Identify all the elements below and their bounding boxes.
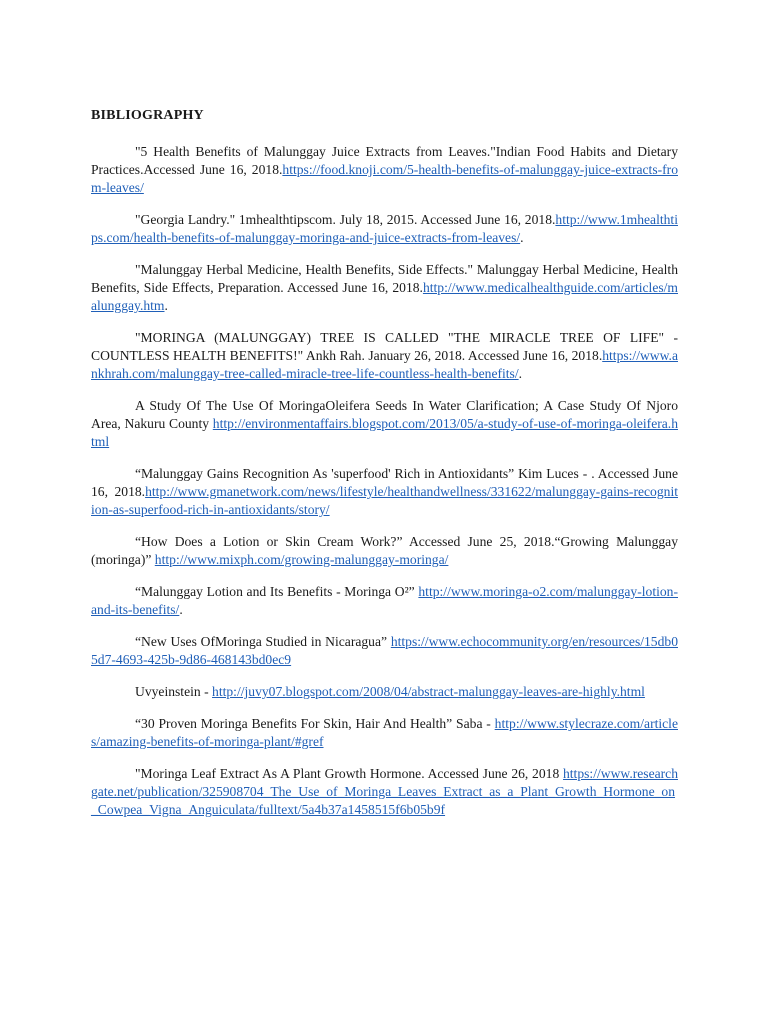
entry-text: "MORINGA (MALUNGGAY) TREE IS CALLED "THE MIRACLE TREE OF LIFE" - COUNTLESS HEALTH BENEFITS!" Ankh Rah. January 26, 2018. Accessed June 16, 2018. bbox=[91, 330, 678, 363]
entry-link[interactable]: http://www.stylecraze.com/articles/amazing-benefits-of-moringa-plant/#gref bbox=[91, 716, 678, 749]
entry-link[interactable]: http://environmentaffairs.blogspot.com/2013/05/a-study-of-use-of-moringa-oleifera.html bbox=[91, 416, 678, 449]
entry-text: “30 Proven Moringa Benefits For Skin, Hair And Health” Saba - bbox=[135, 716, 495, 731]
entry-trail: . bbox=[520, 230, 524, 245]
entry-link[interactable]: http://www.mixph.com/growing-malunggay-moringa/ bbox=[154, 552, 449, 567]
bibliography-entry bbox=[91, 211, 678, 247]
entry-link[interactable]: https://www.ankhrah.com/malunggay-tree-called-miracle-tree-life-countless-health-benefits/ bbox=[91, 348, 678, 381]
entry-text: A Study Of The Use Of MoringaOleifera Seeds In Water Clarification; A Case Study Of Njoro Area, Nakuru County bbox=[91, 398, 678, 431]
bibliography-entry bbox=[91, 765, 678, 819]
entry-text: Uvyeinstein - bbox=[135, 684, 213, 699]
bibliography-entry bbox=[91, 465, 678, 519]
entry-text: "5 Health Benefits of Malunggay Juice Extracts from Leaves."Indian Food Habits and Dietary Practices.Accessed June 16, 2018. bbox=[91, 144, 678, 177]
bibliography-entry bbox=[91, 683, 678, 701]
entry-link[interactable]: https://food.knoji.com/5-health-benefits-of-malunggay-juice-extracts-from-leaves/ bbox=[91, 162, 678, 195]
bibliography-entry bbox=[91, 583, 678, 619]
bibliography-entry bbox=[91, 329, 678, 383]
bibliography-entry bbox=[91, 633, 678, 669]
entry-text: “New Uses OfMoringa Studied in Nicaragua” bbox=[135, 634, 391, 649]
entry-link[interactable]: http://www.medicalhealthguide.com/articles/malunggay.htm bbox=[91, 280, 678, 313]
entry-link[interactable]: https://www.echocommunity.org/en/resources/15db05d7-4693-425b-9d86-468143bd0ec9 bbox=[91, 634, 678, 667]
entry-link[interactable]: http://www.1mhealthtips.com/health-benefits-of-malunggay-moringa-and-juice-extracts-from-leaves/ bbox=[91, 212, 678, 245]
bibliography-entry bbox=[91, 261, 678, 315]
entry-text: "Georgia Landry." 1mhealthtipscom. July 18, 2015. Accessed June 16, 2018. bbox=[135, 212, 556, 227]
bibliography-entry bbox=[91, 397, 678, 451]
entry-text: "Moringa Leaf Extract As A Plant Growth Hormone. Accessed June 26, 2018 bbox=[135, 766, 563, 781]
entry-trail: . bbox=[518, 366, 523, 381]
entry-trail: . bbox=[179, 602, 183, 617]
entry-text: “How Does a Lotion or Skin Cream Work?” Accessed June 25, 2018.“Growing Malunggay (moringa)” bbox=[91, 534, 678, 567]
bibliography-entry bbox=[91, 533, 678, 569]
bibliography-entry bbox=[91, 143, 678, 197]
entry-trail: . bbox=[164, 298, 168, 313]
bibliography-entry bbox=[91, 715, 678, 751]
entry-text: “Malunggay Gains Recognition As 'superfood' Rich in Antioxidants” Kim Luces - . Accessed June 16, 2018. bbox=[91, 466, 678, 499]
entry-link[interactable]: http://www.moringa-o2.com/malunggay-lotion-and-its-benefits/ bbox=[91, 584, 678, 617]
entry-text: “Malunggay Lotion and Its Benefits - Moringa O²” bbox=[135, 584, 419, 599]
bibliography-list bbox=[91, 143, 678, 833]
entry-text: "Malunggay Herbal Medicine, Health Benefits, Side Effects." Malunggay Herbal Medicine, Health Benefits, Side Effects, Preparation. Accessed June 16, 2018. bbox=[91, 262, 678, 295]
entry-link[interactable]: http://www.gmanetwork.com/news/lifestyle/healthandwellness/331622/malunggay-gains-recognition-as-superfood-rich-in-antioxidants/story/ bbox=[91, 484, 678, 517]
bibliography-heading: BIBLIOGRAPHY bbox=[91, 108, 204, 123]
entry-link[interactable]: https://www.researchgate.net/publication/325908704_The_Use_of_Moringa_Leaves_Extract_as_a_Plant_Growth_Hormone_on_Cowpea_Vigna_Anguiculata/fulltext/5a4b37a1458515f6b05b9f bbox=[91, 766, 678, 817]
entry-link[interactable]: http://juvy07.blogspot.com/2008/04/abstract-malunggay-leaves-are-highly.html bbox=[212, 684, 645, 699]
